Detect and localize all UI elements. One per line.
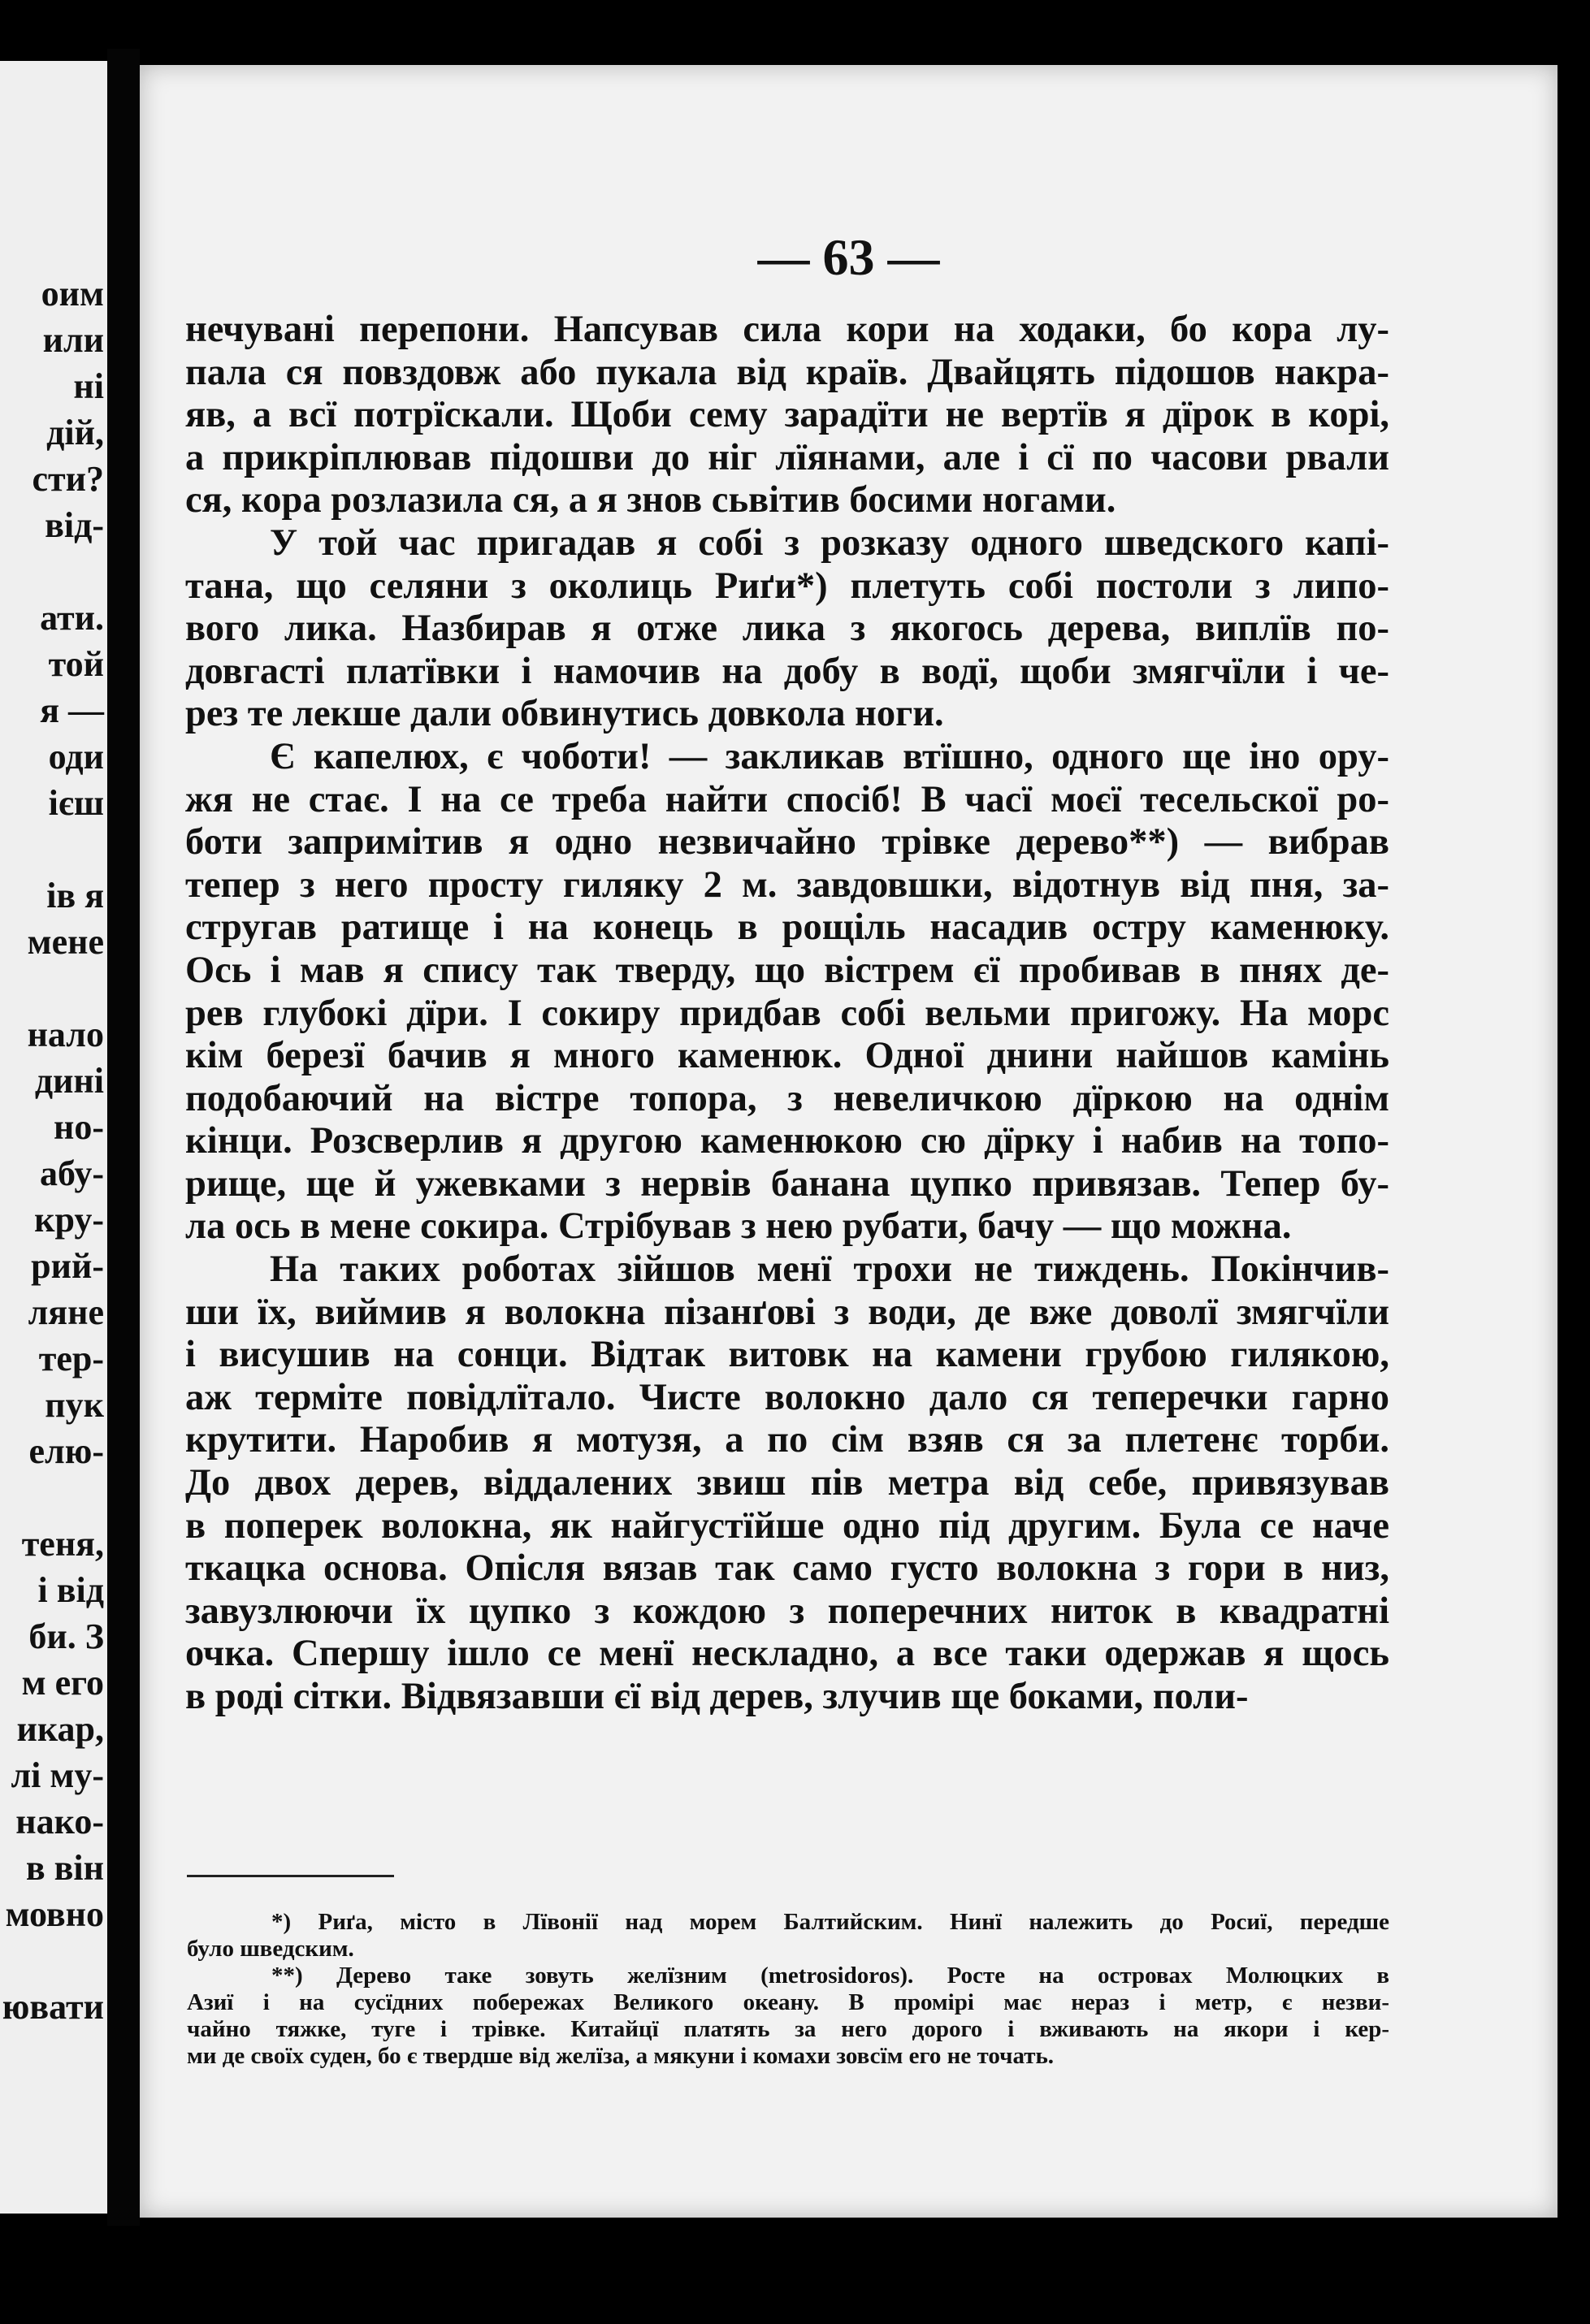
text-line: яв, а всї потрїскали. Щоби сему зарадїти не вертїв я дїрок в корі, bbox=[185, 394, 1389, 436]
left-page-line: ляне bbox=[28, 1292, 104, 1332]
paragraph bbox=[185, 1249, 1389, 1719]
left-page-line: или bbox=[42, 320, 104, 360]
footnotes bbox=[187, 1909, 1389, 2070]
text-line: довгасті платївки і намочив на добу в водї, щоби змягчїли і че- bbox=[185, 650, 1389, 692]
left-page-line: я — bbox=[40, 690, 104, 730]
left-page-line: рий- bbox=[31, 1246, 104, 1286]
left-page-line: икар, bbox=[16, 1709, 104, 1749]
text-line: кінци. Розсверлив я другою каменюкою сю дїрку і набив на топо- bbox=[185, 1120, 1389, 1162]
page-number: — 63 — bbox=[757, 228, 940, 286]
left-page-line: мовно bbox=[5, 1894, 104, 1934]
footnote-rule bbox=[187, 1875, 394, 1877]
left-page-line: лі му- bbox=[11, 1755, 104, 1795]
left-page-line: ієш bbox=[48, 783, 104, 823]
footnote bbox=[187, 1963, 1389, 2070]
text-line: До двох дерев, віддалених звиш пів метра від себе, привязував bbox=[185, 1462, 1389, 1504]
text-line: жя не стає. І на се треба найти спосіб! В часї моєї тесельскої ро- bbox=[185, 778, 1389, 820]
text-line: Є капелюх, є чоботи! — закликав втїшно, одного ще іно ору- bbox=[270, 735, 1389, 777]
text-line: пала ся повздовж або пукала від країв. Двайцять підошов накра- bbox=[185, 351, 1389, 393]
text-line: тана, що селяни з околиць Риґи*) плетуть собі постоли з липо- bbox=[185, 565, 1389, 607]
text-line: Ось і мав я спису так тверду, що вістрем єї пробивав в пнях де- bbox=[185, 949, 1389, 991]
book-gutter bbox=[107, 49, 140, 2226]
left-page-line: елю- bbox=[28, 1431, 104, 1471]
text-line: ла ось в мене сокира. Стрібував з нею рубати, бачу — що можна. bbox=[185, 1205, 1292, 1248]
text-line: очка. Спершу ішло се менї нескладно, а все таки одержав я щось bbox=[185, 1633, 1389, 1675]
text-line: кім березї бачив я много каменюк. Одної днини найшов камінь bbox=[185, 1035, 1389, 1077]
text-line: аж терміте повідлїтало. Чисте волокно дало ся теперечки гарно bbox=[185, 1376, 1389, 1418]
paragraph bbox=[185, 309, 1389, 522]
footnote-line: чайно тяжке, туге і трівке. Китайцї платять за него дорого і вживають на якори і кер- bbox=[187, 2016, 1389, 2042]
text-line: На таких роботах зійшов менї трохи не тиждень. Покінчив- bbox=[270, 1249, 1389, 1291]
text-line: ши їх, виймив я волокна пізанґові з води, де вже доволї змягчїли bbox=[185, 1291, 1389, 1333]
left-page-line: мене bbox=[27, 922, 104, 962]
text-line: боти запримітив я одно незвичайно трівке дерево**) — вибрав bbox=[185, 821, 1389, 863]
text-line: подобаючий на вістре топора, з невеличкою дїркою на однім bbox=[185, 1077, 1389, 1119]
left-page-line: нало bbox=[27, 1015, 104, 1054]
left-page-line: і від bbox=[37, 1570, 104, 1610]
left-page-line: в він bbox=[25, 1848, 104, 1888]
text-line: ся, кора розлазила ся, а я знов сьвітив босими ногами. bbox=[185, 479, 1116, 521]
text-line: ткацка основа. Опісля вязав так само густо волокна з гори в низ, bbox=[185, 1547, 1389, 1590]
body-text bbox=[185, 309, 1389, 1719]
text-line: і висушив на сонци. Відтак витовк на камени грубою гилякою, bbox=[185, 1334, 1389, 1376]
left-page-line: но- bbox=[53, 1107, 104, 1147]
left-page-line: оди bbox=[48, 737, 104, 777]
left-page-line: кру- bbox=[34, 1200, 104, 1240]
left-page-line: би. З bbox=[28, 1616, 104, 1656]
text-line: нечувані перепони. Напсував сила кори на ходаки, бо кора лу- bbox=[185, 309, 1389, 350]
paragraph bbox=[185, 522, 1389, 736]
text-line: крутити. Наробив я мотузя, а по сім взяв ся за плетенє торби. bbox=[185, 1419, 1389, 1461]
footnote-line: було шведским. bbox=[187, 1936, 354, 1962]
footnote bbox=[187, 1909, 1389, 1963]
left-page-line: оим bbox=[41, 274, 104, 314]
left-page-line: дій, bbox=[46, 413, 104, 452]
paragraph bbox=[185, 736, 1389, 1249]
text-line: рез те лекше дали обвинутись довкола ноги. bbox=[185, 693, 944, 735]
book-page bbox=[140, 65, 1558, 2218]
left-page-line: той bbox=[48, 644, 104, 684]
left-page-line: абу- bbox=[40, 1153, 104, 1193]
left-page-line: ати. bbox=[40, 598, 104, 638]
left-page-line: пук bbox=[45, 1385, 104, 1425]
text-line: в поперек волокна, як найгустїйше одно під другим. Була се наче bbox=[185, 1504, 1389, 1547]
footnote-line: **) Дерево таке зовуть желїзним (metrosidoros). Росте на островах Молюцких в bbox=[271, 1963, 1389, 1989]
left-page-line: ювати bbox=[2, 1987, 104, 2027]
left-page-line: м его bbox=[21, 1663, 104, 1703]
text-line: вого лика. Назбирав я отже лика з якогось дерева, виплїв по- bbox=[185, 608, 1389, 650]
text-line: завузлюючи їх цупко з кождою з поперечних ниток в квадратні bbox=[185, 1590, 1389, 1632]
text-line: в роді сітки. Відвязавши єї від дерев, злучив ще боками, поли- bbox=[185, 1676, 1249, 1717]
text-line: рев глубокі дїри. І сокиру придбав собі вельми пригожу. На морс bbox=[185, 992, 1389, 1034]
left-page-line: від- bbox=[45, 505, 104, 545]
left-page-line: дині bbox=[34, 1061, 104, 1101]
footnote-line: Азиї і на сусїдних побережах Великого океану. В промірі має нераз і метр, є незви- bbox=[187, 1989, 1389, 2015]
left-page-line: нако- bbox=[15, 1802, 104, 1841]
text-line: У той час пригадав я собі з розказу одного шведского капі- bbox=[270, 521, 1389, 564]
text-line: стругав ратище і на конець в рощіль насадив остру каменюку. bbox=[185, 907, 1389, 949]
text-line: а прикріплював підошви до ніг лїянами, але і сї по часови рвали bbox=[185, 436, 1389, 478]
left-page-fragment bbox=[0, 61, 107, 2214]
footnote-line: ми де своїх суден, бо є твердше від желїза, а мякуни і комахи зовсїм его не точать. bbox=[187, 2043, 1055, 2069]
left-page-line: ів я bbox=[46, 876, 104, 915]
text-line: рище, ще й ужевками з нервів банана цупко привязав. Тепер бу- bbox=[185, 1162, 1389, 1205]
left-page-line: теня, bbox=[21, 1524, 104, 1564]
footnote-line: *) Риґа, місто в Лївонії над морем Балтийским. Нинї належить до Росиї, передше bbox=[271, 1909, 1389, 1935]
left-page-line: сти? bbox=[32, 459, 104, 499]
left-page-line: ні bbox=[73, 366, 104, 406]
text-line: тепер з него просту гиляку 2 м. завдовшки, відотнув від пня, за- bbox=[185, 863, 1389, 906]
left-page-line: тер- bbox=[38, 1339, 104, 1378]
